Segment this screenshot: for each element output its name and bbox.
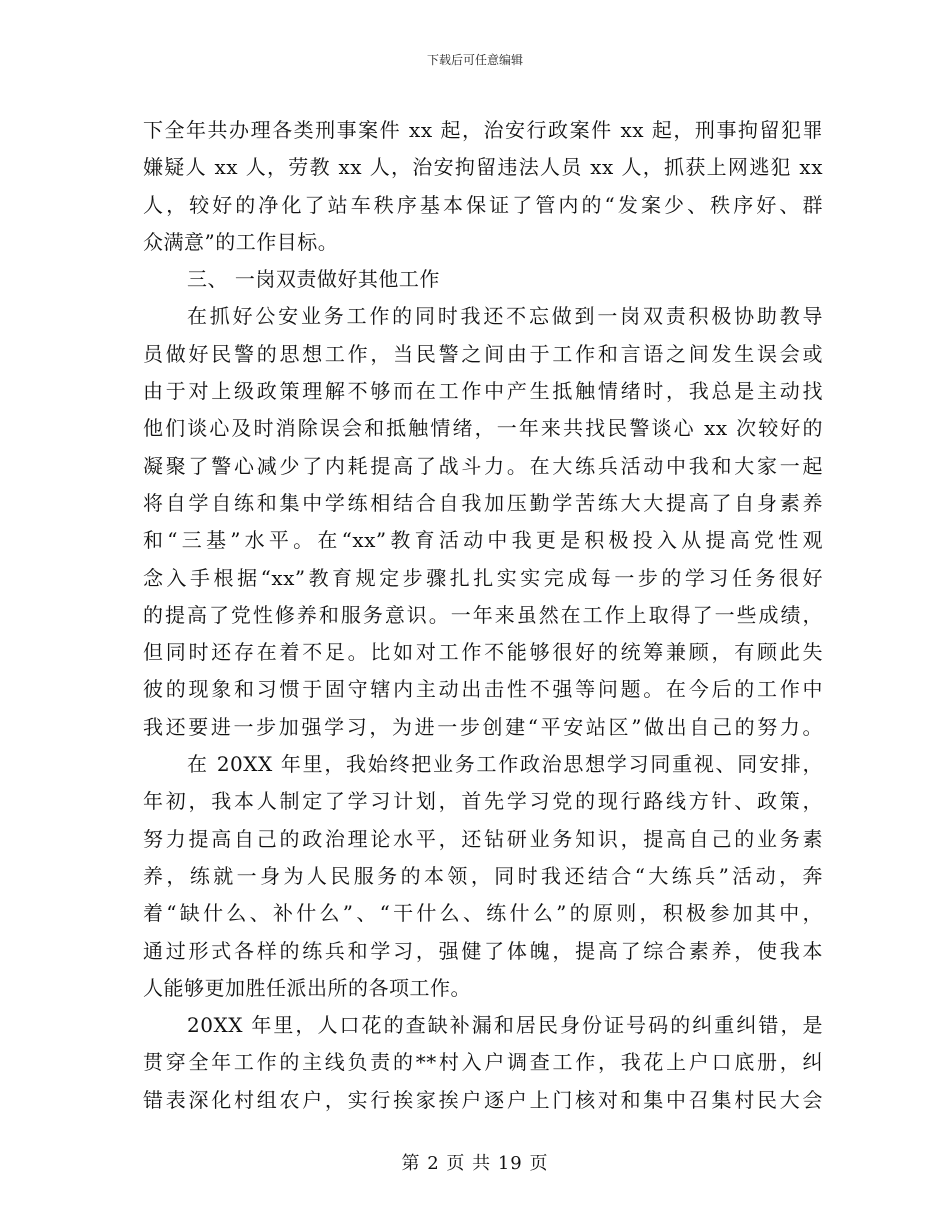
text-line: 着“缺什么、补什么”、“干什么、练什么”的原则，积极参加其中，	[143, 901, 823, 926]
page-header: 下载后可任意编辑	[426, 53, 523, 67]
text-line: 彼的现象和习惯于固守辖内主动出击性不强等问题。在今后的工作中	[143, 677, 823, 702]
text-line: 养，练就一身为人民服务的本领，同时我还结合“大练兵”活动，奔	[143, 863, 823, 888]
text-line: 在抓好公安业务工作的同时我还不忘做到一岗双责积极协助教导	[187, 304, 823, 329]
text-line: 我还要进一步加强学习，为进一步创建“平安站区”做出自己的努力。	[143, 714, 823, 739]
text-line: 人，较好的净化了站车秩序基本保证了管内的“发案少、秩序好、群	[143, 192, 823, 217]
page-number: 第 2 页 共 19 页	[401, 1153, 549, 1174]
text-line: 20XX 年里，人口花的查缺补漏和居民身份证号码的纠重纠错，是	[187, 1013, 823, 1038]
text-line: 人能够更加胜任派出所的各项工作。	[143, 975, 471, 1000]
text-line: 错表深化村组农户，实行挨家挨户逐户上门核对和集中召集村民大会	[143, 1087, 823, 1112]
text-line: 将自学自练和集中学练相结合自我加压勤学苦练大大提高了自身素养	[143, 490, 823, 515]
text-line: 贯穿全年工作的主线负责的**村入户调查工作，我花上户口底册，纠	[143, 1050, 823, 1075]
text-line: 由于对上级政策理解不够而在工作中产生抵触情绪时，我总是主动找	[143, 379, 823, 404]
document-body	[143, 112, 823, 1119]
text-line: 念入手根据“xx”教育规定步骤扎扎实实完成每一步的学习任务很好	[143, 565, 823, 590]
text-line: 和“三基”水平。在“xx”教育活动中我更是积极投入从提高党性观	[143, 528, 823, 553]
text-line: 努力提高自己的政治理论水平，还钻研业务知识，提高自己的业务素	[143, 826, 823, 851]
text-line: 员做好民警的思想工作，当民警之间由于工作和言语之间发生误会或	[143, 341, 823, 366]
text-line: 但同时还存在着不足。比如对工作不能够很好的统筹兼顾，有顾此失	[143, 640, 823, 665]
text-line: 下全年共办理各类刑事案件 xx 起，治安行政案件 xx 起，刑事拘留犯罪	[143, 118, 823, 142]
text-line: 嫌疑人 xx 人，劳教 xx 人，治安拘留违法人员 xx 人，抓获上网逃犯 xx	[143, 155, 823, 180]
section-heading: 三、 一岗双责做好其他工作	[187, 267, 440, 292]
text-line: 在 20XX 年里，我始终把业务工作政治思想学习同重视、同安排，	[187, 752, 823, 777]
text-line: 的提高了党性修养和服务意识。一年来虽然在工作上取得了一些成绩，	[143, 602, 823, 627]
text-line: 凝聚了警心减少了内耗提高了战斗力。在大练兵活动中我和大家一起	[143, 453, 823, 478]
text-line: 年初，我本人制定了学习计划，首先学习党的现行路线方针、政策，	[143, 789, 823, 814]
text-line: 众满意”的工作目标。	[143, 229, 339, 254]
text-line: 他们谈心及时消除误会和抵触情绪，一年来共找民警谈心 xx 次较好的	[143, 416, 823, 441]
text-line: 通过形式各样的练兵和学习，强健了体魄，提高了综合素养，使我本	[143, 938, 823, 963]
